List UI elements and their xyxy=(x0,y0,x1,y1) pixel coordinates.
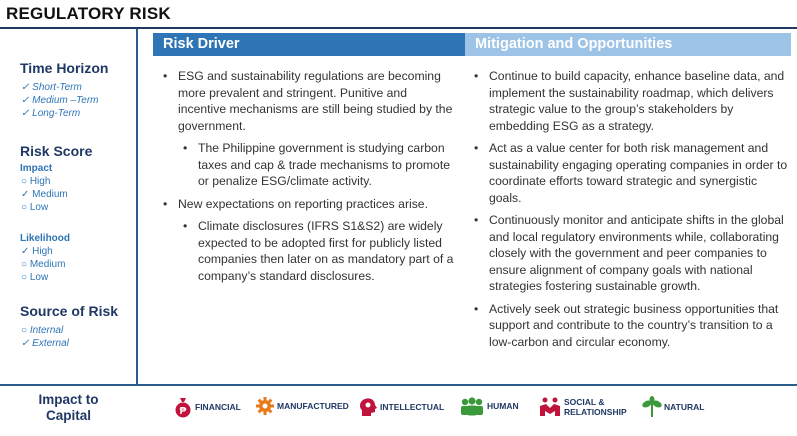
column-divider xyxy=(136,29,138,384)
money-bag-icon xyxy=(173,396,193,418)
likelihood-option: ○ Medium xyxy=(21,259,66,270)
mitigation-bullet: • Continue to build capacity, enhance baseline data, and implement the sustainability roadmap, which delivers strategic value to the group’s stakeholders by embedding ESG as a strategy. xyxy=(489,68,789,134)
capital-label: FINANCIAL xyxy=(195,402,241,412)
time-horizon-option: ✓ Long-Term xyxy=(21,108,81,119)
svg-text:₱: ₱ xyxy=(179,406,187,417)
capital-natural xyxy=(642,396,704,418)
risk-score-title: Risk Score xyxy=(20,143,93,159)
time-horizon-option: ✓ Short-Term xyxy=(21,82,82,93)
risk-driver-content xyxy=(178,68,458,290)
risk-driver-bullet: • New expectations on reporting practices arise. xyxy=(178,196,458,213)
impact-to-capital-label: Impact to Capital xyxy=(38,392,99,423)
mitigation-bullet: • Act as a value center for both risk management and sustainability engaging operating companies in order to coordinate efforts toward strategic and synergistic goals. xyxy=(489,140,789,206)
head-idea-icon xyxy=(358,396,378,418)
source-option: ✓ External xyxy=(21,338,69,349)
risk-driver-bullet: • ESG and sustainability regulations are becoming more prevalent and stringent. Punitive and incentive mechanisms are still being studied by the government. xyxy=(178,68,458,134)
mitigation-content xyxy=(489,68,789,356)
time-horizon-title: Time Horizon xyxy=(20,60,109,76)
source-of-risk-title: Source of Risk xyxy=(20,303,119,319)
risk-driver-sub-bullet: • Climate disclosures (IFRS S1&S2) are widely expected to be adopted first for publicly listed companies then later on as mandatory part of a company’s standard disclosures. xyxy=(198,218,458,284)
likelihood-option: ○ Low xyxy=(21,272,49,283)
risk-driver-header: Risk Driver xyxy=(153,33,465,56)
capital-intellectual xyxy=(358,396,444,418)
mitigation-header: Mitigation and Opportunities xyxy=(465,33,791,56)
mitigation-bullet: • Continuously monitor and anticipate shifts in the global and local regulatory environments while, collaborating closely with the government and peer companies to ensure alignment of company goals with national strategies fostering sustainable growth. xyxy=(489,212,789,295)
risk-driver-sub-bullet: • The Philippine government is studying carbon taxes and cap & trade mechanisms to promote or penalize ESG/climate activity. xyxy=(198,140,458,190)
capital-label: SOCIAL & RELATIONSHIP xyxy=(564,397,627,417)
gear-icon xyxy=(255,396,275,416)
plant-icon xyxy=(642,396,662,418)
impact-option: ✓ Medium xyxy=(21,189,68,200)
impact-title: Impact xyxy=(20,163,53,174)
capital-financial xyxy=(173,396,241,418)
capital-label: HUMAN xyxy=(487,401,519,411)
capital-manufactured xyxy=(255,396,349,416)
footer-divider xyxy=(0,384,797,386)
likelihood-option: ✓ High xyxy=(21,246,53,257)
handshake-icon xyxy=(538,396,562,418)
capital-label: MANUFACTURED xyxy=(277,401,349,411)
capital-social-relationship xyxy=(538,396,627,418)
people-icon xyxy=(459,396,485,416)
source-option: ○ Internal xyxy=(21,325,64,336)
impact-option: ○ High xyxy=(21,176,51,187)
page-title: REGULATORY RISK xyxy=(6,4,171,23)
likelihood-title: Likelihood xyxy=(20,233,70,244)
risk-profile-panel xyxy=(0,29,136,384)
time-horizon-option: ✓ Medium –Term xyxy=(21,95,99,106)
mitigation-bullet: • Actively seek out strategic business opportunities that support and contribute to the country’s transition to a low-carbon and circular economy. xyxy=(489,301,789,351)
capital-human xyxy=(459,396,519,416)
impact-option: ○ Low xyxy=(21,202,49,213)
capital-label: NATURAL xyxy=(664,402,705,412)
capital-label: INTELLECTUAL xyxy=(380,402,445,412)
